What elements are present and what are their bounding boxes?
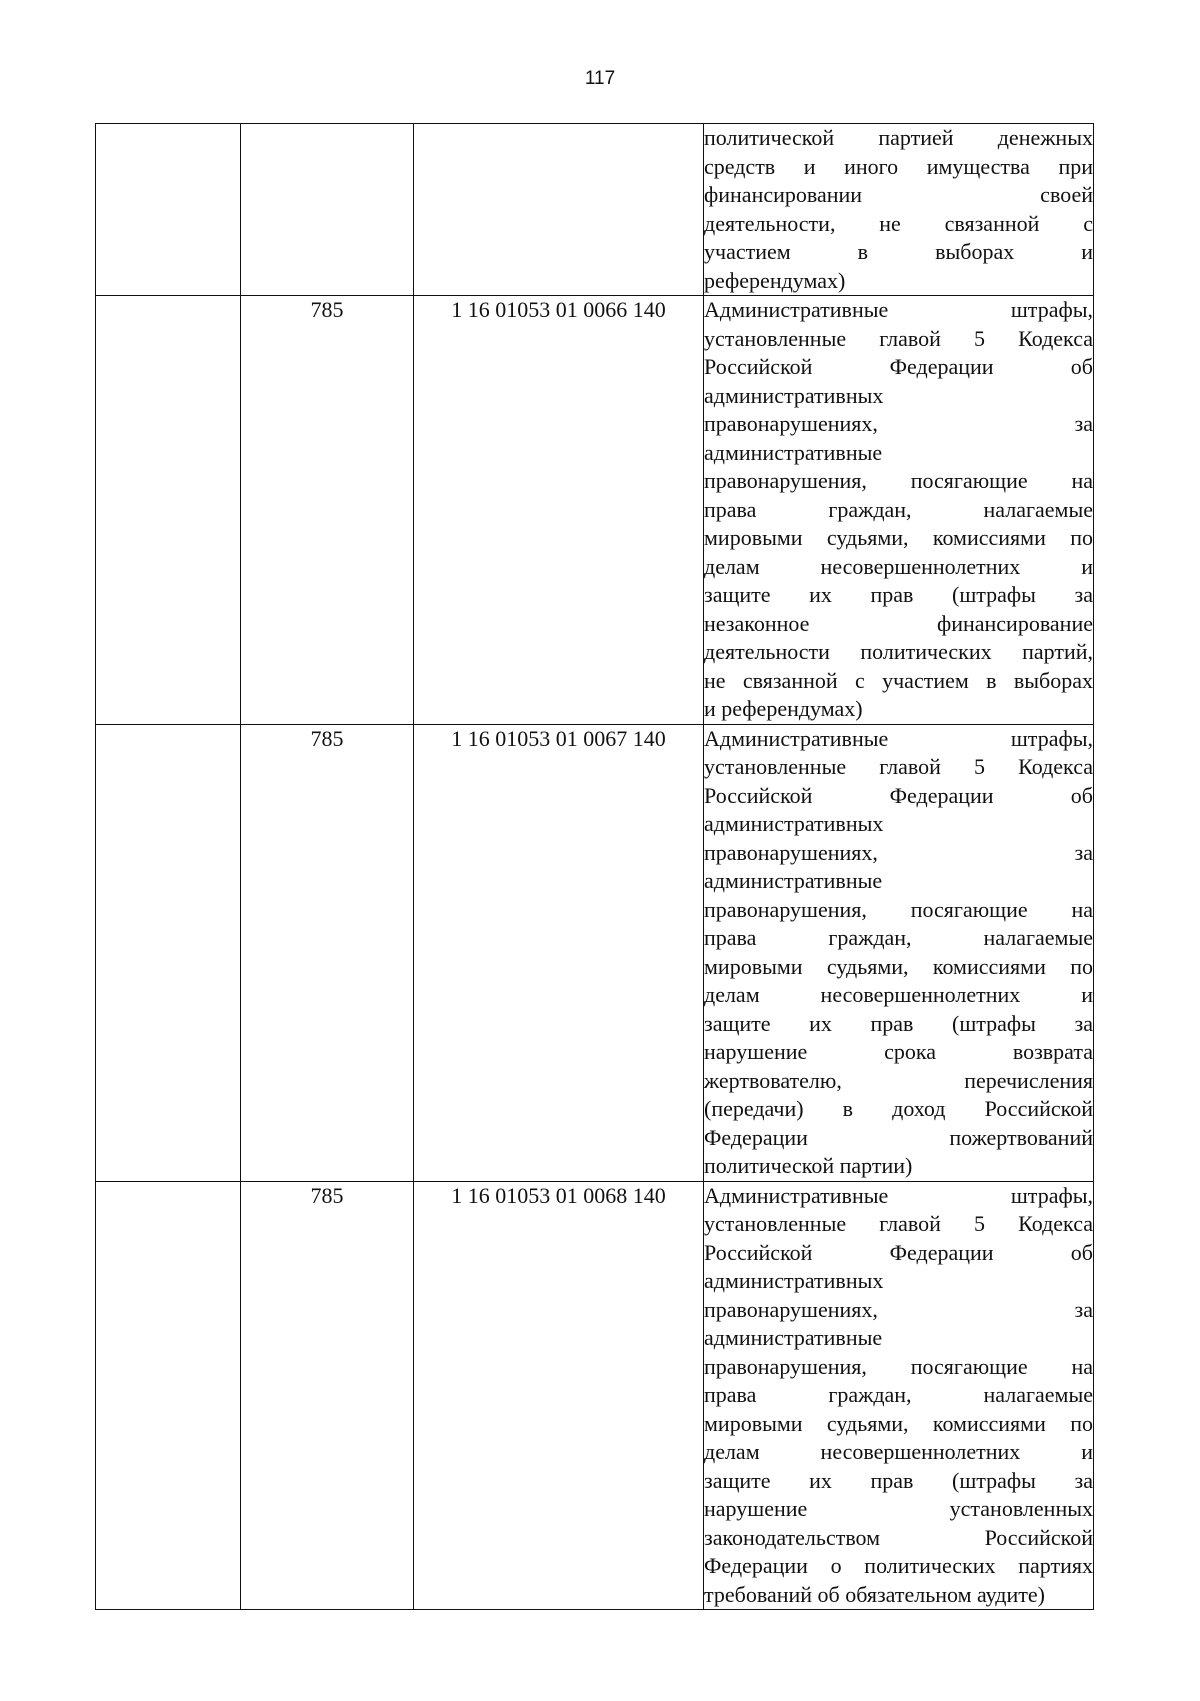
- empty-cell: [96, 724, 241, 1181]
- description-line: мировыми судьями, комиссиями по: [704, 953, 1093, 979]
- description-line: административных: [704, 382, 884, 408]
- description-line: права граждан, налагаемые: [704, 925, 1093, 950]
- description-line: правонарушения, посягающие на: [704, 896, 1093, 922]
- description-line: правонарушениях, за: [704, 1296, 1093, 1322]
- description-line: референдумах): [704, 267, 846, 293]
- description-line: делам несовершеннолетних и: [704, 1439, 1093, 1464]
- description-line: Федерации о политических партиях: [704, 1553, 1093, 1578]
- description-line: не связанной с участием в выборах: [704, 667, 1093, 693]
- description-line: деятельности политических партий,: [704, 639, 1093, 664]
- description-line: жертвователю, перечисления: [704, 1067, 1093, 1093]
- description-line: незаконное финансирование: [704, 610, 1093, 636]
- description-line: политической партией денежных: [704, 125, 1093, 150]
- description-line: политической партии): [704, 1153, 913, 1178]
- table-row: [96, 1181, 1094, 1610]
- page-number: 117: [584, 68, 616, 89]
- description-line: административных: [704, 811, 884, 836]
- description-line: правонарушениях, за: [704, 839, 1093, 865]
- description-line: права граждан, налагаемые: [704, 1382, 1093, 1407]
- admin-code-cell: 785: [241, 1181, 414, 1610]
- description-line: Российской Федерации об: [704, 354, 1093, 379]
- description-line: защите их прав (штрафы за: [704, 582, 1093, 607]
- budget-code-cell: [414, 124, 704, 296]
- table-row: [96, 124, 1094, 296]
- description-line: административные: [704, 868, 883, 893]
- description-line: административные: [704, 1325, 883, 1350]
- description-line: нарушение срока возврата: [704, 1039, 1093, 1064]
- description-line: установленные главой 5 Кодекса: [704, 754, 1093, 779]
- description-line: административные: [704, 439, 883, 465]
- description-line: Административные штрафы,: [704, 1182, 1093, 1208]
- description-line: правонарушения, посягающие на: [704, 468, 1093, 493]
- budget-code-cell: 1 16 01053 01 0067 140: [414, 724, 704, 1181]
- description-line: правонарушения, посягающие на: [704, 1353, 1093, 1379]
- table-row: [96, 296, 1094, 725]
- description-cell: [704, 1181, 1094, 1610]
- description-cell: [704, 724, 1094, 1181]
- empty-cell: [96, 1181, 241, 1610]
- description-line: Административные штрафы,: [704, 297, 1093, 322]
- description-line: права граждан, налагаемые: [704, 496, 1093, 522]
- table-row: [96, 724, 1094, 1181]
- description-line: законодательством Российской: [704, 1524, 1093, 1550]
- admin-code-cell: [241, 124, 414, 296]
- budget-code-cell: 1 16 01053 01 0068 140: [414, 1181, 704, 1610]
- description-cell: [704, 124, 1094, 296]
- description-line: мировыми судьями, комиссиями по: [704, 1410, 1093, 1436]
- empty-cell: [96, 124, 241, 296]
- description-line: нарушение установленных: [704, 1496, 1093, 1521]
- description-line: Административные штрафы,: [704, 725, 1093, 751]
- description-line: и референдумах): [704, 696, 863, 721]
- description-line: защите их прав (штрафы за: [704, 1467, 1093, 1493]
- description-line: средств и иного имущества при: [704, 153, 1093, 179]
- description-line: деятельности, не связанной с: [704, 210, 1093, 236]
- description-line: делам несовершеннолетних и: [704, 982, 1093, 1007]
- admin-code-cell: 785: [241, 724, 414, 1181]
- description-line: Российской Федерации об: [704, 782, 1093, 808]
- table-body: [96, 124, 1094, 1610]
- description-line: финансировании своей: [704, 182, 1093, 207]
- description-line: административных: [704, 1268, 884, 1293]
- description-line: защите их прав (штрафы за: [704, 1010, 1093, 1036]
- admin-code-cell: 785: [241, 296, 414, 725]
- description-cell: [704, 296, 1094, 725]
- description-line: делам несовершеннолетних и: [704, 553, 1093, 579]
- description-line: правонарушениях, за: [704, 411, 1093, 436]
- empty-cell: [96, 296, 241, 725]
- description-line: мировыми судьями, комиссиями по: [704, 525, 1093, 550]
- description-line: Федерации пожертвований: [704, 1124, 1093, 1150]
- description-line: Российской Федерации об: [704, 1239, 1093, 1265]
- description-line: установленные главой 5 Кодекса: [704, 325, 1093, 351]
- description-line: установленные главой 5 Кодекса: [704, 1211, 1093, 1236]
- description-line: требований об обязательном аудите): [704, 1581, 1045, 1607]
- budget-code-cell: 1 16 01053 01 0066 140: [414, 296, 704, 725]
- budget-classification-table: [95, 123, 1094, 1610]
- description-line: (передачи) в доход Российской: [704, 1096, 1093, 1121]
- description-line: участием в выборах и: [704, 239, 1093, 264]
